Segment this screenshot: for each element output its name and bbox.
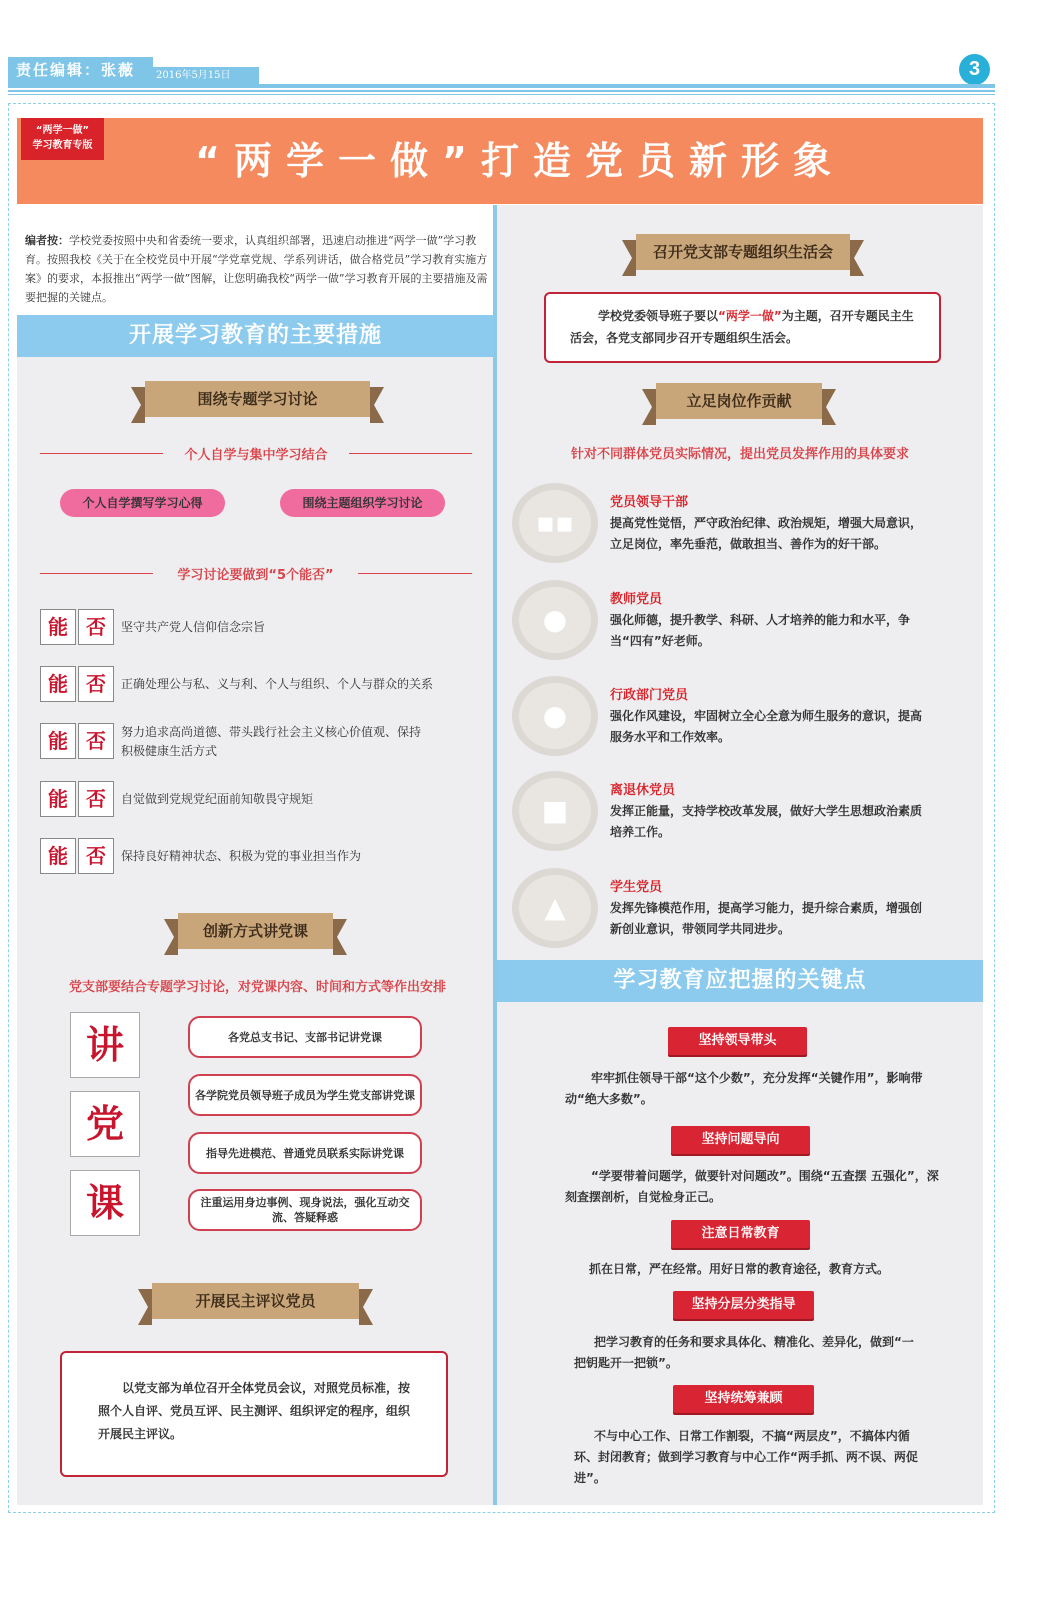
key-desc: “学要带着问题学，做要针对问题改”。围绕“五查摆 五强化”，深刻查摆剖析，自觉检身正己。 [565,1169,939,1204]
group-title: 行政部门党员 [610,688,689,703]
group-desc: 发挥正能量，支持学校改革发展，做好大学生思想政治素质培养工作。 [610,804,923,839]
meeting-text-post: 为主题，召开专题民主生活会，各党支部同步召开专题组织生活会。 [570,309,914,345]
lecture-item: 各学院党员领导班子成员为学生党支部讲党课 [188,1074,422,1116]
key-label: 坚持问题导向 [671,1126,810,1154]
meeting-text [546,294,939,349]
lecture-item: 各党总支书记、支部书记讲党课 [188,1016,422,1058]
editor-note-label: 编者按： [25,234,69,247]
divider-line [40,573,153,574]
ribbon-post: 立足岗位作贡献 [656,383,822,419]
meeting-icon: ▪▪ [512,483,598,563]
header-rule [8,90,995,92]
five-question-row [40,666,470,706]
key-desc: 抓在日常，严在经常。用好日常的教育途径，教育方式。 [589,1262,890,1276]
group-desc: 强化作风建设，牢固树立全心全意为师生服务的意识，提高服务水平和工作效率。 [610,709,923,744]
key-label: 坚持领导带头 [668,1027,807,1055]
column-divider [493,205,497,1505]
teacher-icon: ● [512,580,598,660]
meeting-text-pre: 学校党委领导班子要以 [598,309,719,323]
key-label: 坚持分层分类指导 [673,1291,814,1319]
divider-line [349,453,472,454]
char-ke: 课 [70,1170,140,1236]
group-title: 教师党员 [610,592,663,607]
neng-box: 能 [40,666,76,702]
section-title-measures: 开展学习教育的主要措施 [17,315,494,357]
books-icon: ■ [512,771,598,851]
page-title: “两学一做”打造党员新形象 [195,139,845,183]
ribbon-evaluation: 开展民主评议党员 [152,1283,359,1319]
five-question-text: 自觉做到党规党纪面前知敬畏守规矩 [121,792,314,806]
staff-icon: ● [512,676,598,756]
fou-box: 否 [78,666,114,702]
neng-box: 能 [40,723,76,759]
graduation-cap-icon: ▲ [512,868,598,948]
page-number: 3 [959,54,990,85]
meeting-highlight: “两学一做” [718,309,782,323]
pill-group-study: 围绕主题组织学习讨论 [280,489,445,517]
editor-note [25,231,489,307]
group-title: 学生党员 [610,880,663,895]
divider-line [40,453,163,454]
editor-note-text: 学校党委按照中央和省委统一要求，认真组织部署，迅速启动推进“两学一做”学习教育。按照我校《关于在全校党员中开展“学党章党规、学系列讲话，做合格党员”学习教育实施方案》的要求，本报推出“两学一做”图解，让您明确我校“两学一做”学习教育开展的主要措施及需要把握的关键点。 [25,234,488,304]
group-teachers [512,580,977,665]
key-label: 注意日常教育 [671,1220,810,1248]
neng-box: 能 [40,838,76,874]
neng-box: 能 [40,781,76,817]
fou-box: 否 [78,781,114,817]
ribbon-lecture: 创新方式讲党课 [178,913,333,949]
five-question-row [40,781,470,821]
group-admin [512,676,977,761]
five-question-row [40,723,470,763]
title-banner [17,118,983,204]
evaluation-text: 以党支部为单位召开全体党员会议，对照党员标准，按照个人自评、党员互评、民主测评、组织评定的程序，组织开展民主评议。 [98,1381,411,1441]
ribbon-topic-study: 围绕专题学习讨论 [145,381,370,417]
header-rule [8,84,995,88]
char-jiang: 讲 [70,1012,140,1078]
issue-date: 2016年5月15日 [152,67,259,84]
group-retired [512,771,977,856]
five-question-text: 保持良好精神状态、积极为党的事业担当作为 [121,849,362,863]
editor-label: 责任编辑：张薇 [8,57,153,84]
evaluation-box [60,1351,448,1477]
badge-line: “两学一做” [35,125,90,136]
key-desc: 不与中心工作、日常工作割裂，不搞“两层皮”，不搞体内循环、封闭教育；做到学习教育与中心工作“两手抓、两不误、两促进”。 [574,1429,918,1485]
fou-box: 否 [78,838,114,874]
header-rule [8,94,995,95]
neng-box: 能 [40,609,76,645]
key-desc: 牢牢抓住领导干部“这个少数”，充分发挥“关键作用”，影响带动“绝大多数”。 [565,1071,923,1106]
subtitle-post: 针对不同群体党员实际情况，提出党员发挥作用的具体要求 [570,447,909,462]
char-dang: 党 [70,1091,140,1157]
lecture-item: 指导先进模范、普通党员联系实际讲党课 [188,1132,422,1174]
badge-line: 学习教育专版 [32,140,93,151]
five-question-row [40,609,470,649]
fou-box: 否 [78,723,114,759]
group-title: 离退休党员 [610,783,676,798]
special-edition-badge [21,118,104,160]
pill-self-study: 个人自学撰写学习心得 [60,489,225,517]
group-leaders [512,483,977,568]
fou-box: 否 [78,609,114,645]
section-title-keys: 学习教育应把握的关键点 [497,960,983,1002]
group-desc: 提高党性觉悟，严守政治纪律、政治规矩，增强大局意识，立足岗位，率先垂范，做敢担当、善作为的好干部。 [610,516,923,551]
subtitle-lecture: 党支部要结合专题学习讨论，对党课内容、时间和方式等作出安排 [68,980,446,995]
key-desc: 把学习教育的任务和要求具体化、精准化、差异化，做到“一把钥匙开一把锁”。 [574,1335,914,1370]
five-question-row [40,838,470,878]
meeting-box [544,292,941,363]
subtitle-self-study: 个人自学与集中学习结合 [184,448,328,463]
five-question-text: 努力追求高尚道德、带头践行社会主义核心价值观、保持积极健康生活方式 [121,725,422,758]
five-question-text: 正确处理公与私、义与利、个人与组织、个人与群众的关系 [121,677,434,691]
subtitle-five-questions: 学习讨论要做到“5个能否” [177,568,334,583]
group-title: 党员领导干部 [610,495,689,510]
editor-note-area [17,215,494,320]
lecture-item: 注重运用身边事例、现身说法，强化互动交流、答疑释惑 [188,1189,422,1231]
five-question-text: 坚守共产党人信仰信念宗旨 [121,620,266,634]
divider-line [358,573,472,574]
key-label: 坚持统筹兼顾 [673,1385,814,1413]
group-desc: 强化师德，提升教学、科研、人才培养的能力和水平，争当“四有”好老师。 [610,613,911,648]
group-desc: 发挥先锋模范作用，提高学习能力，提升综合素质，增强创新创业意识，带领同学共同进步。 [610,901,923,936]
group-students [512,868,977,953]
ribbon-meeting: 召开党支部专题组织生活会 [636,234,850,270]
